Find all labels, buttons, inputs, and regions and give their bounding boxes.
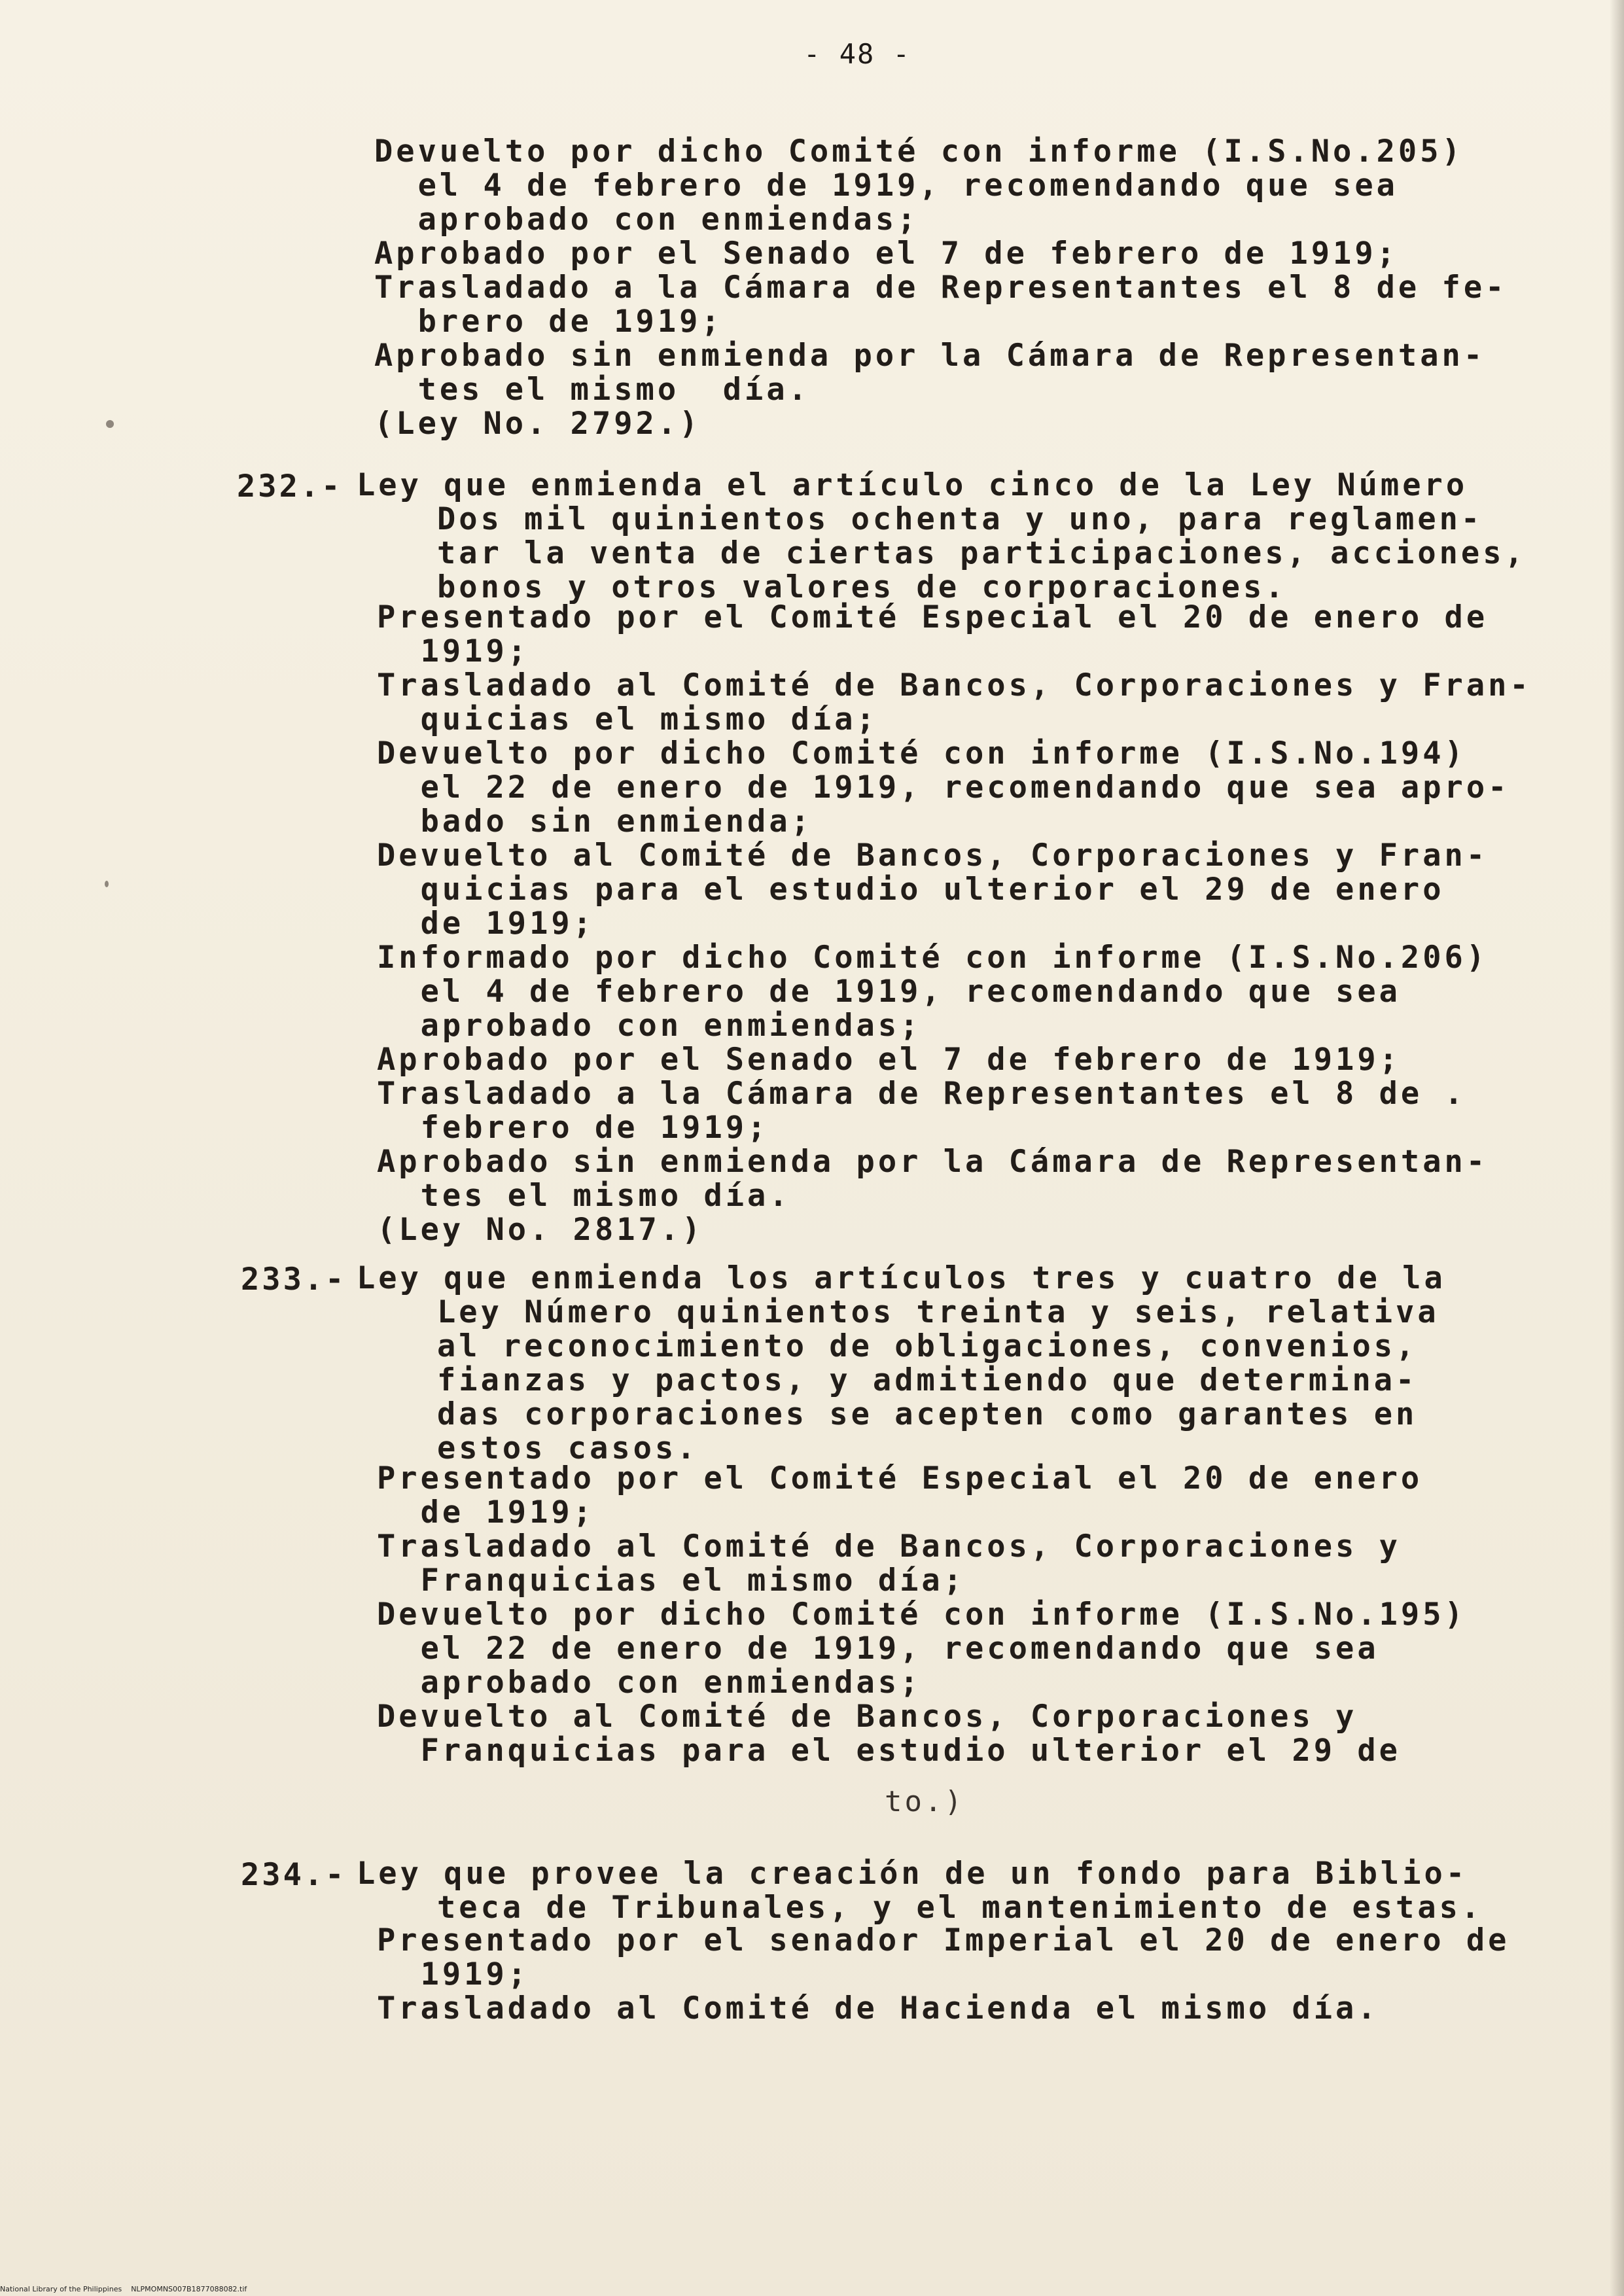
history-line: Informado por dicho Comité con informe (I.S.No.206) xyxy=(377,940,1489,976)
history-line: Aprobado por el Senado el 7 de febrero de 1919; xyxy=(377,1042,1401,1078)
history-line: brero de 1919; xyxy=(374,304,723,340)
title-line: das corporaciones se acepten como garantes en xyxy=(437,1396,1418,1432)
history-line: aprobado con enmiendas; xyxy=(374,202,919,238)
page-number: - 48 - xyxy=(803,38,911,70)
history-line: Trasladado al Comité de Bancos, Corporaciones y Fran- xyxy=(377,667,1532,703)
history-line: Trasladado al Comité de Hacienda el mismo día. xyxy=(377,1990,1379,2026)
history-line: tes el mismo día. xyxy=(374,372,810,408)
history-line: Devuelto por dicho Comité con informe (I.S.No.205) xyxy=(374,133,1464,169)
history-line: febrero de 1919; xyxy=(377,1110,769,1146)
paper-speck xyxy=(106,420,114,428)
history-line: bado sin enmienda; xyxy=(377,804,813,839)
title-line: Ley Número quinientos treinta y seis, relativa xyxy=(437,1294,1439,1330)
history-line: tes el mismo día. xyxy=(377,1178,791,1214)
history-line: aprobado con enmiendas; xyxy=(377,1665,922,1701)
history-line: Aprobado sin enmienda por la Cámara de Representan- xyxy=(377,1144,1489,1180)
history-line: Trasladado a la Cámara de Representantes el 8 de fe- xyxy=(374,270,1508,306)
title-line: bonos y otros valores de corporaciones. xyxy=(437,569,1287,605)
paper-speck xyxy=(105,881,109,887)
history-line: quicias el mismo día; xyxy=(377,701,878,737)
title-line: fianzas y pactos, y admitiendo que determina- xyxy=(437,1362,1418,1398)
history-line: Aprobado sin enmienda por la Cámara de Representan- xyxy=(374,338,1486,374)
history-line: Trasladado al Comité de Bancos, Corporaciones y xyxy=(377,1528,1401,1564)
title-line: Ley que enmienda los artículos tres y cuatro de la xyxy=(357,1260,1446,1296)
history-line: de 1919; xyxy=(377,1494,595,1530)
history-line: Presentado por el Comité Especial el 20 de enero xyxy=(377,1460,1423,1496)
history-line: 1919; xyxy=(377,1956,530,1992)
title-line: Dos mil quinientos ochenta y uno, para reglamen- xyxy=(437,501,1483,537)
history-line: (Ley No. 2817.) xyxy=(377,1212,704,1248)
history-line: Aprobado por el Senado el 7 de febrero de 1919; xyxy=(374,236,1398,272)
title-line: al reconocimiento de obligaciones, convenios, xyxy=(437,1328,1418,1364)
title-line: Ley que enmienda el artículo cinco de la Ley Número xyxy=(357,467,1468,503)
entry-number: 233.- xyxy=(241,1262,347,1298)
title-line: teca de Tribunales, y el mantenimiento de estas. xyxy=(437,1890,1483,1926)
title-line: Ley que provee la creación de un fondo para Biblio- xyxy=(357,1856,1468,1892)
entry-number: 232.- xyxy=(237,468,343,504)
history-line: Presentado por el Comité Especial el 20 de enero de xyxy=(377,599,1489,635)
history-line: Franquicias el mismo día; xyxy=(377,1563,966,1598)
history-line: Devuelto por dicho Comité con informe (I.S.No.194) xyxy=(377,735,1466,771)
cut-off-fragment: to.) xyxy=(885,1785,964,1818)
history-line: el 4 de febrero de 1919, recomendando que sea xyxy=(377,974,1401,1010)
archive-footer: National Library of the Philippines NLPMOMNS007B1877088082.tif xyxy=(0,2285,247,2293)
history-line: el 4 de febrero de 1919, recomendando que sea xyxy=(374,168,1398,203)
page-edge-shadow xyxy=(1610,0,1624,2296)
history-line: Franquicias para el estudio ulterior el 29 de xyxy=(377,1733,1401,1769)
history-line: quicias para el estudio ulterior el 29 de enero xyxy=(377,872,1445,908)
history-line: Devuelto al Comité de Bancos, Corporaciones y xyxy=(377,1699,1358,1735)
history-line: Devuelto por dicho Comité con informe (I.S.No.195) xyxy=(377,1597,1466,1633)
history-line: aprobado con enmiendas; xyxy=(377,1008,922,1044)
history-line: de 1919; xyxy=(377,906,595,942)
history-line: (Ley No. 2792.) xyxy=(374,406,701,442)
history-line: el 22 de enero de 1919, recomendando que sea apro- xyxy=(377,769,1510,805)
title-line: estos casos. xyxy=(437,1430,699,1466)
title-line: tar la venta de ciertas participaciones, acciones, xyxy=(437,535,1527,571)
history-line: Devuelto al Comité de Bancos, Corporaciones y Fran- xyxy=(377,838,1489,874)
history-line: Presentado por el senador Imperial el 20 de enero de xyxy=(377,1922,1510,1958)
history-line: 1919; xyxy=(377,633,530,669)
history-line: Trasladado a la Cámara de Representantes el 8 de . xyxy=(377,1076,1466,1112)
entry-number: 234.- xyxy=(241,1857,347,1893)
history-line: el 22 de enero de 1919, recomendando que sea xyxy=(377,1631,1379,1667)
